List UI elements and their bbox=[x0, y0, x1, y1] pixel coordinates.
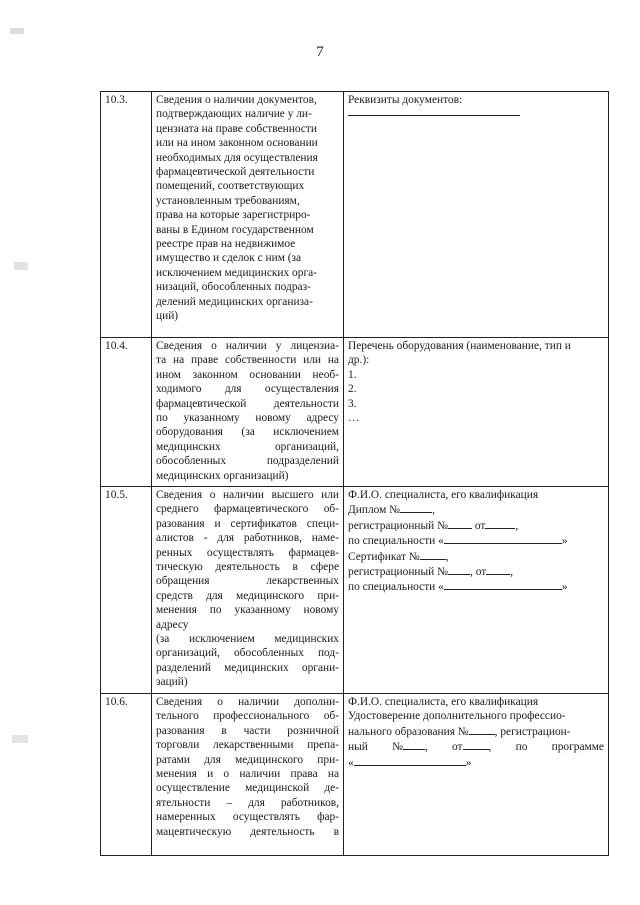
description-line: фармацевтической деятельности bbox=[156, 397, 339, 410]
equipment-item: 1. bbox=[348, 368, 357, 381]
registration-comma-2: , bbox=[510, 566, 514, 579]
certificate-label: Сертификат № bbox=[348, 550, 420, 563]
table-row bbox=[101, 694, 609, 856]
diploma-line bbox=[348, 502, 604, 517]
description-line: медицинских организаций) bbox=[156, 469, 289, 482]
description-line: та на праве собственности или на bbox=[156, 354, 339, 367]
description-line: медицинских организаций, bbox=[156, 440, 339, 453]
certificate-line bbox=[348, 549, 604, 564]
diploma-comma: , bbox=[432, 504, 435, 517]
open-quote: « bbox=[348, 756, 354, 769]
description-line: права на которые зарегистриро- bbox=[156, 209, 311, 222]
description-line: заций) bbox=[156, 676, 188, 689]
table-row bbox=[101, 92, 609, 338]
program-name-line bbox=[348, 755, 604, 770]
description-line: среднего фармацевтического об- bbox=[156, 503, 339, 516]
registration-from-label: от bbox=[474, 519, 486, 532]
description-line: цензиата на праве собственности bbox=[156, 122, 317, 135]
row-number: 10.3. bbox=[101, 92, 152, 338]
document-table bbox=[100, 91, 609, 856]
program-preposition: по bbox=[515, 741, 528, 754]
registration-comma: , bbox=[515, 519, 519, 532]
certificate-line: Удостоверение дополнительного профессио- bbox=[348, 710, 566, 723]
description-line: разделений медицинских органи- bbox=[156, 661, 339, 674]
speciality-blank bbox=[444, 533, 562, 544]
comma: , bbox=[424, 741, 428, 754]
diploma-number-blank bbox=[400, 502, 432, 513]
description-line: тельного профессионального об- bbox=[156, 710, 339, 723]
row-description bbox=[152, 338, 344, 487]
equipment-title-cont: др.): bbox=[348, 354, 370, 367]
description-line: менения по указанному новому bbox=[156, 604, 339, 617]
certificate-number-blank bbox=[420, 549, 446, 560]
description-line: помещений, соответствующих bbox=[156, 180, 305, 193]
description-line: исключением медицинских орга- bbox=[156, 266, 317, 279]
requisites-title: Реквизиты документов: bbox=[348, 94, 463, 106]
description-line: необходимых для осуществления bbox=[156, 151, 318, 164]
description-line: разования и сертификатов специ- bbox=[156, 517, 339, 530]
row-description bbox=[152, 487, 344, 694]
registration-number-blank bbox=[448, 518, 472, 529]
from-label: от bbox=[452, 741, 463, 754]
description-line: фармацевтической деятельности bbox=[156, 166, 315, 179]
description-line: Сведения о наличии документов, bbox=[156, 94, 317, 106]
row-value bbox=[344, 338, 609, 487]
scan-artifact bbox=[14, 262, 28, 270]
equipment-item: 3. bbox=[348, 397, 357, 410]
registration-label-2: регистрационный № bbox=[348, 566, 448, 579]
education-number-blank bbox=[469, 724, 495, 735]
description-line: ином законном основании необ- bbox=[156, 368, 339, 381]
description-line: обособленных подразделений bbox=[156, 455, 339, 468]
description-line: (за исключением медицинских bbox=[156, 633, 339, 646]
speciality-line bbox=[348, 533, 604, 548]
equipment-item: 2. bbox=[348, 383, 357, 396]
requisites-blank bbox=[348, 109, 520, 116]
registration-date-blank bbox=[485, 518, 515, 529]
table-row bbox=[101, 487, 609, 694]
page-number: 7 bbox=[316, 44, 324, 60]
description-line: делений медицинских организа- bbox=[156, 295, 313, 308]
description-line: средств для медицинского при- bbox=[156, 589, 339, 602]
certificate-comma: , bbox=[445, 550, 449, 563]
number-sign: № bbox=[392, 741, 403, 754]
description-line: ятельности – для работников, bbox=[156, 796, 339, 809]
specialist-qualification: Ф.И.О. специалиста, его квалификация bbox=[348, 696, 539, 708]
specialist-qualification: Ф.И.О. специалиста, его квалификация bbox=[348, 489, 539, 501]
description-line: менения и о наличии права на bbox=[156, 768, 339, 781]
date-blank bbox=[463, 739, 489, 750]
row-description bbox=[152, 92, 344, 338]
description-line: разования в части розничной bbox=[156, 724, 339, 737]
description-line: по указанному новому адресу bbox=[156, 412, 339, 425]
registration-label: , регистрацион- bbox=[494, 725, 571, 738]
speciality-label-2: по специальности « bbox=[348, 581, 444, 594]
registration-line bbox=[348, 518, 604, 533]
speciality-close-quote: » bbox=[561, 535, 568, 548]
description-line: имущество и сделок с ним (за bbox=[156, 252, 302, 265]
description-line: реестре прав на недвижимое bbox=[156, 238, 296, 251]
table-row bbox=[101, 338, 609, 487]
close-quote: » bbox=[465, 756, 472, 769]
description-line: торговли лекарственными препа- bbox=[156, 739, 339, 752]
description-line: ратами для медицинского при- bbox=[156, 753, 339, 766]
registration-number-blank bbox=[403, 739, 425, 750]
description-line: организаций, обособленных под- bbox=[156, 647, 339, 660]
scan-artifact bbox=[10, 28, 24, 34]
from-group bbox=[452, 739, 491, 754]
registration-number-group bbox=[392, 739, 428, 754]
row-number: 10.6. bbox=[101, 694, 152, 856]
education-number-label: нального образования № bbox=[348, 725, 469, 738]
description-line: ваны в Едином государственном bbox=[156, 223, 314, 236]
description-line: установленным требованиям, bbox=[156, 194, 300, 207]
description-line: ренных осуществлять фармацев- bbox=[156, 546, 339, 559]
row-number: 10.5. bbox=[101, 487, 152, 694]
row-value bbox=[344, 694, 609, 856]
program-line bbox=[348, 739, 604, 754]
description-line: Сведения о наличии у лицензиа- bbox=[156, 340, 339, 352]
registration-from-label-2: , от bbox=[470, 566, 487, 579]
description-line: ходимого для осуществления bbox=[156, 383, 339, 396]
description-line: алистов - для работников, наме- bbox=[156, 532, 339, 545]
diploma-label: Диплом № bbox=[348, 504, 401, 517]
speciality-line-2 bbox=[348, 579, 604, 594]
row-value bbox=[344, 92, 609, 338]
description-line: намеренных осуществлять фар- bbox=[156, 811, 339, 824]
description-line: подтверждающих наличие у ли- bbox=[156, 108, 312, 121]
row-number: 10.4. bbox=[101, 338, 152, 487]
description-line: Сведения о наличии дополни- bbox=[156, 696, 339, 708]
description-line: Сведения о наличии высшего или bbox=[156, 489, 339, 501]
description-line: низаций, обособленных подраз- bbox=[156, 281, 311, 294]
registration-date-blank-2 bbox=[486, 564, 510, 575]
description-line: мацевтическую деятельность в bbox=[156, 825, 339, 838]
registration-label-cont: ный bbox=[348, 741, 368, 754]
scan-artifact bbox=[12, 735, 28, 743]
speciality-close-quote-2: » bbox=[561, 581, 568, 594]
description-line: или на ином законном основании bbox=[156, 137, 318, 150]
row-description bbox=[152, 694, 344, 856]
description-line: ций) bbox=[156, 310, 179, 323]
equipment-title: Перечень оборудования (наименование, тип и bbox=[348, 340, 571, 352]
description-line: обращения лекарственных bbox=[156, 575, 339, 588]
row-value bbox=[344, 487, 609, 694]
description-line: осуществление медицинской де- bbox=[156, 782, 339, 795]
description-line: тическую деятельность в сфере bbox=[156, 561, 339, 574]
equipment-ellipsis: … bbox=[348, 412, 360, 425]
registration-line-2 bbox=[348, 564, 604, 579]
comma: , bbox=[488, 741, 492, 754]
program-name-blank bbox=[354, 755, 466, 766]
speciality-blank-2 bbox=[444, 579, 562, 590]
speciality-label: по специальности « bbox=[348, 535, 444, 548]
registration-label: регистрационный № bbox=[348, 519, 448, 532]
description-line: оборудования (за исключением bbox=[156, 426, 339, 439]
registration-number-blank-2 bbox=[448, 564, 470, 575]
description-line: адресу bbox=[156, 618, 189, 631]
program-label: программе bbox=[551, 741, 604, 754]
education-number-line bbox=[348, 724, 604, 739]
